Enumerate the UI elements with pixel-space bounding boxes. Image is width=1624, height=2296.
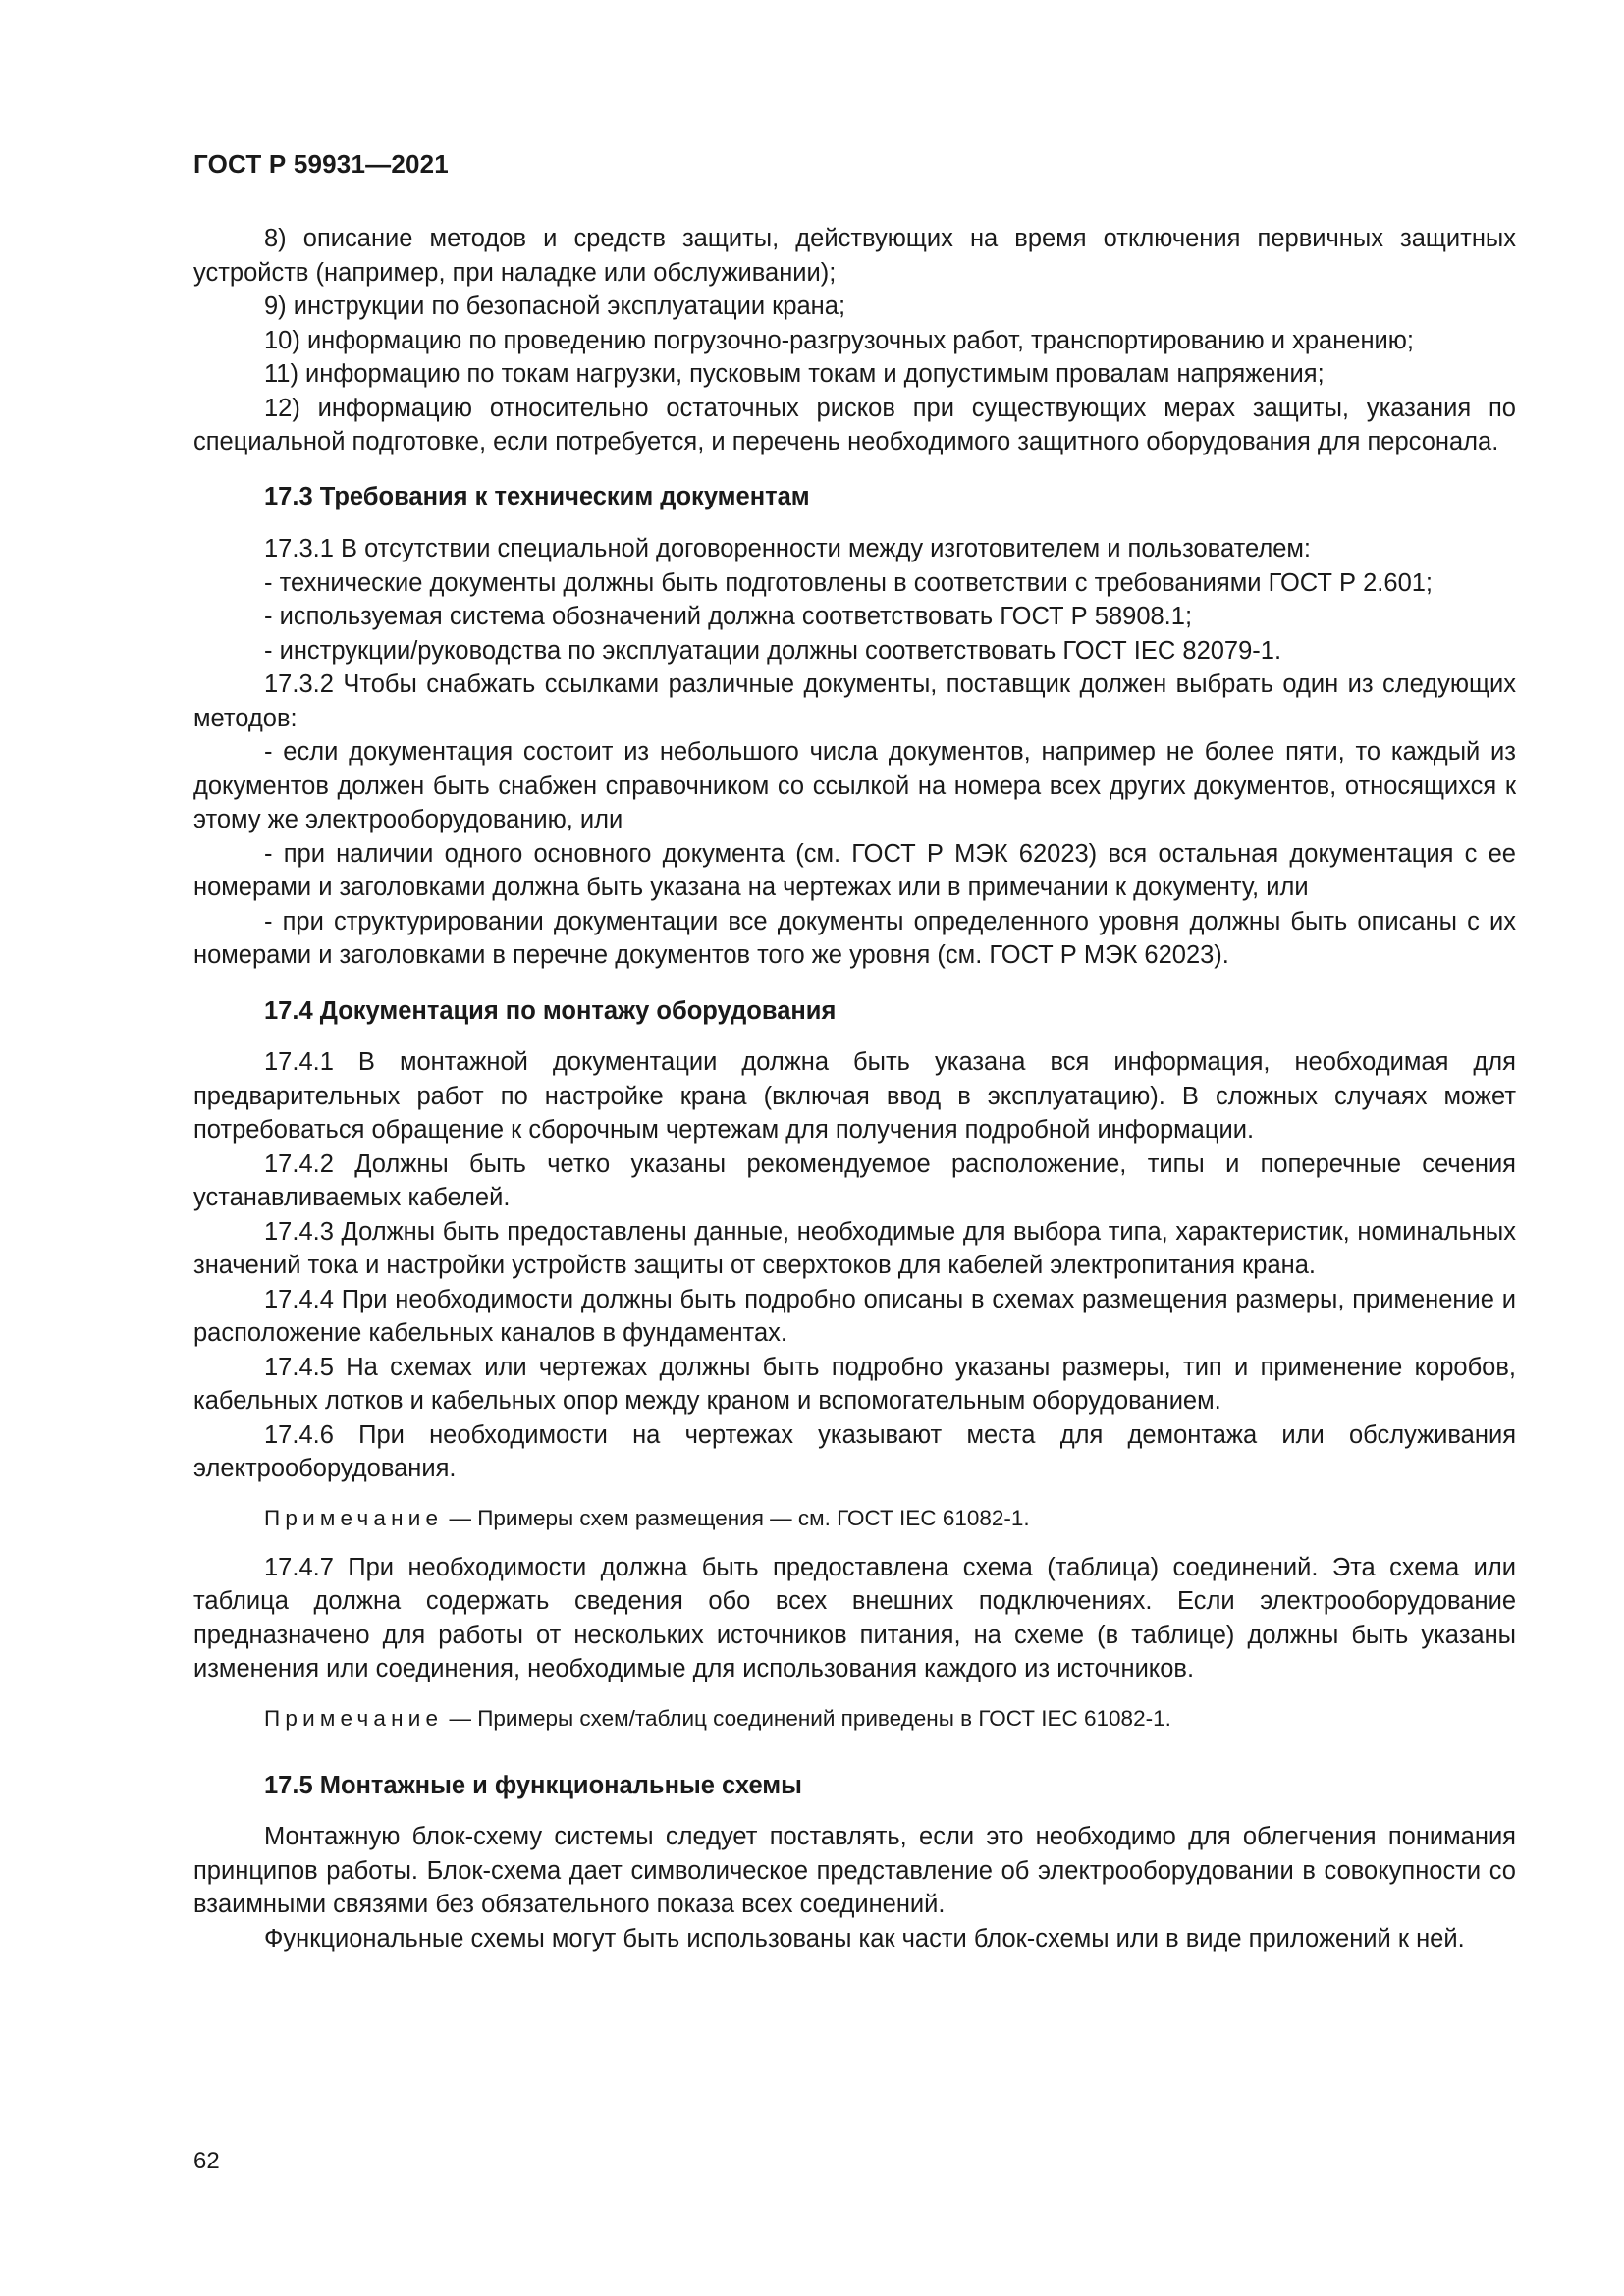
list-item: 9) инструкции по безопасной эксплуатации крана; xyxy=(264,293,846,320)
paragraph: 17.4.3 Должны быть предоставлены данные, необходимые для выбора типа, характеристик, номинальных значений тока и настройки устройств защиты от сверхтоков для кабелей электропитания крана. xyxy=(193,1217,1516,1279)
document-id-header: ГОСТ Р 59931—2021 xyxy=(193,149,449,179)
section-heading-17-5: 17.5 Монтажные и функциональные схемы xyxy=(264,1771,802,1799)
note-block xyxy=(193,1502,1516,1535)
paragraph: - при структурировании документации все документы определенного уровня должны быть описаны с их номерами и заголовками в перечне документов того же уровня (см. ГОСТ Р МЭК 62023). xyxy=(193,907,1516,969)
paragraph: 17.4.6 При необходимости на чертежах указывают места для демонтажа или обслуживания электрооборудования. xyxy=(193,1420,1516,1482)
section-heading-17-3: 17.3 Требования к техническим документам xyxy=(264,482,810,510)
paragraph: - инструкции/руководства по эксплуатации должны соответствовать ГОСТ IEC 82079-1. xyxy=(264,636,1282,665)
paragraph: 17.4.4 При необходимости должны быть подробно описаны в схемах размещения размеры, применение и расположение кабельных каналов в фундаментах. xyxy=(193,1285,1516,1347)
paragraph: 17.3.2 Чтобы снабжать ссылками различные документы, поставщик должен выбрать один из следующих методов: xyxy=(193,670,1516,732)
document-body xyxy=(193,222,1516,1955)
paragraph: - при наличии одного основного документа (см. ГОСТ Р МЭК 62023) вся остальная документация с ее номерами и заголовками должна быть указана на чертежах или в примечании к документу, или xyxy=(193,839,1516,901)
paragraph: 17.4.2 Должны быть четко указаны рекомендуемое расположение, типы и поперечные сечения устанавливаемых кабелей. xyxy=(193,1149,1516,1211)
paragraph: 17.3.1 В отсутствии специальной договоренности между изготовителем и пользователем: xyxy=(264,535,1312,562)
paragraph: - если документация состоит из небольшого числа документов, например не более пяти, то каждый из документов должен быть снабжен справочником со ссылкой на номера всех других документов, относящихся к этому же электрооборудованию, или xyxy=(193,738,1516,833)
page-number: 62 xyxy=(193,2148,220,2174)
note-text: — Примеры схем/таблиц соединений приведены в ГОСТ IEC 61082-1. xyxy=(443,1705,1171,1731)
paragraph: 17.4.1 В монтажной документации должна быть указана вся информация, необходимая для предварительных работ по настройке крана (включая ввод в эксплуатацию). В сложных случаях может потребоваться обращение к сборочным чертежам для получения подробной информации. xyxy=(193,1048,1516,1144)
paragraph: - используемая система обозначений должна соответствовать ГОСТ Р 58908.1; xyxy=(264,603,1193,630)
paragraph: 17.4.7 При необходимости должна быть предоставлена схема (таблица) соединений. Эта схема или таблица должна содержать сведения обо всех внешних подключениях. Если электрооборудование предназначено для работы от нескольких источников питания, на схеме (в таблице) должны быть указаны изменения или соединения, необходимые для использования каждого из источников. xyxy=(193,1553,1516,1682)
section-heading-17-4: 17.4 Документация по монтажу оборудования xyxy=(264,996,837,1025)
note-label: Примечание xyxy=(264,1505,444,1530)
paragraph: - технические документы должны быть подготовлены в соответствии с требованиями ГОСТ Р 2.601; xyxy=(264,568,1434,597)
paragraph: Функциональные схемы могут быть использованы как части блок-схемы или в виде приложений к ней. xyxy=(264,1924,1465,1952)
note-text: — Примеры схем размещения — см. ГОСТ IEC 61082-1. xyxy=(443,1505,1030,1530)
note-label: Примечание xyxy=(264,1705,444,1731)
paragraph: 17.4.5 На схемах или чертежах должны быть подробно указаны размеры, тип и применение коробов, кабельных лотков и кабельных опор между краном и вспомогательным оборудованием. xyxy=(193,1353,1516,1415)
list-item: 11) информацию по токам нагрузки, пусковым токам и допустимым провалам напряжения; xyxy=(264,360,1325,388)
note-block xyxy=(193,1702,1516,1735)
list-item: 8) описание методов и средств защиты, действующих на время отключения первичных защитных устройств (например, при наладке или обслуживании); xyxy=(193,225,1516,287)
paragraph: Монтажную блок-схему системы следует поставлять, если это необходимо для облегчения понимания принципов работы. Блок-схема дает символическое представление об электрооборудовании в совокупности со взаимными связями без обязательного показа всех соединений. xyxy=(193,1823,1516,1918)
list-item: 12) информацию относительно остаточных рисков при существующих мерах защиты, указания по специальной подготовке, если потребуется, и перечень необходимого защитного оборудования для персонала. xyxy=(193,394,1516,455)
list-item: 10) информацию по проведению погрузочно-разгрузочных работ, транспортированию и хранению; xyxy=(264,326,1414,354)
